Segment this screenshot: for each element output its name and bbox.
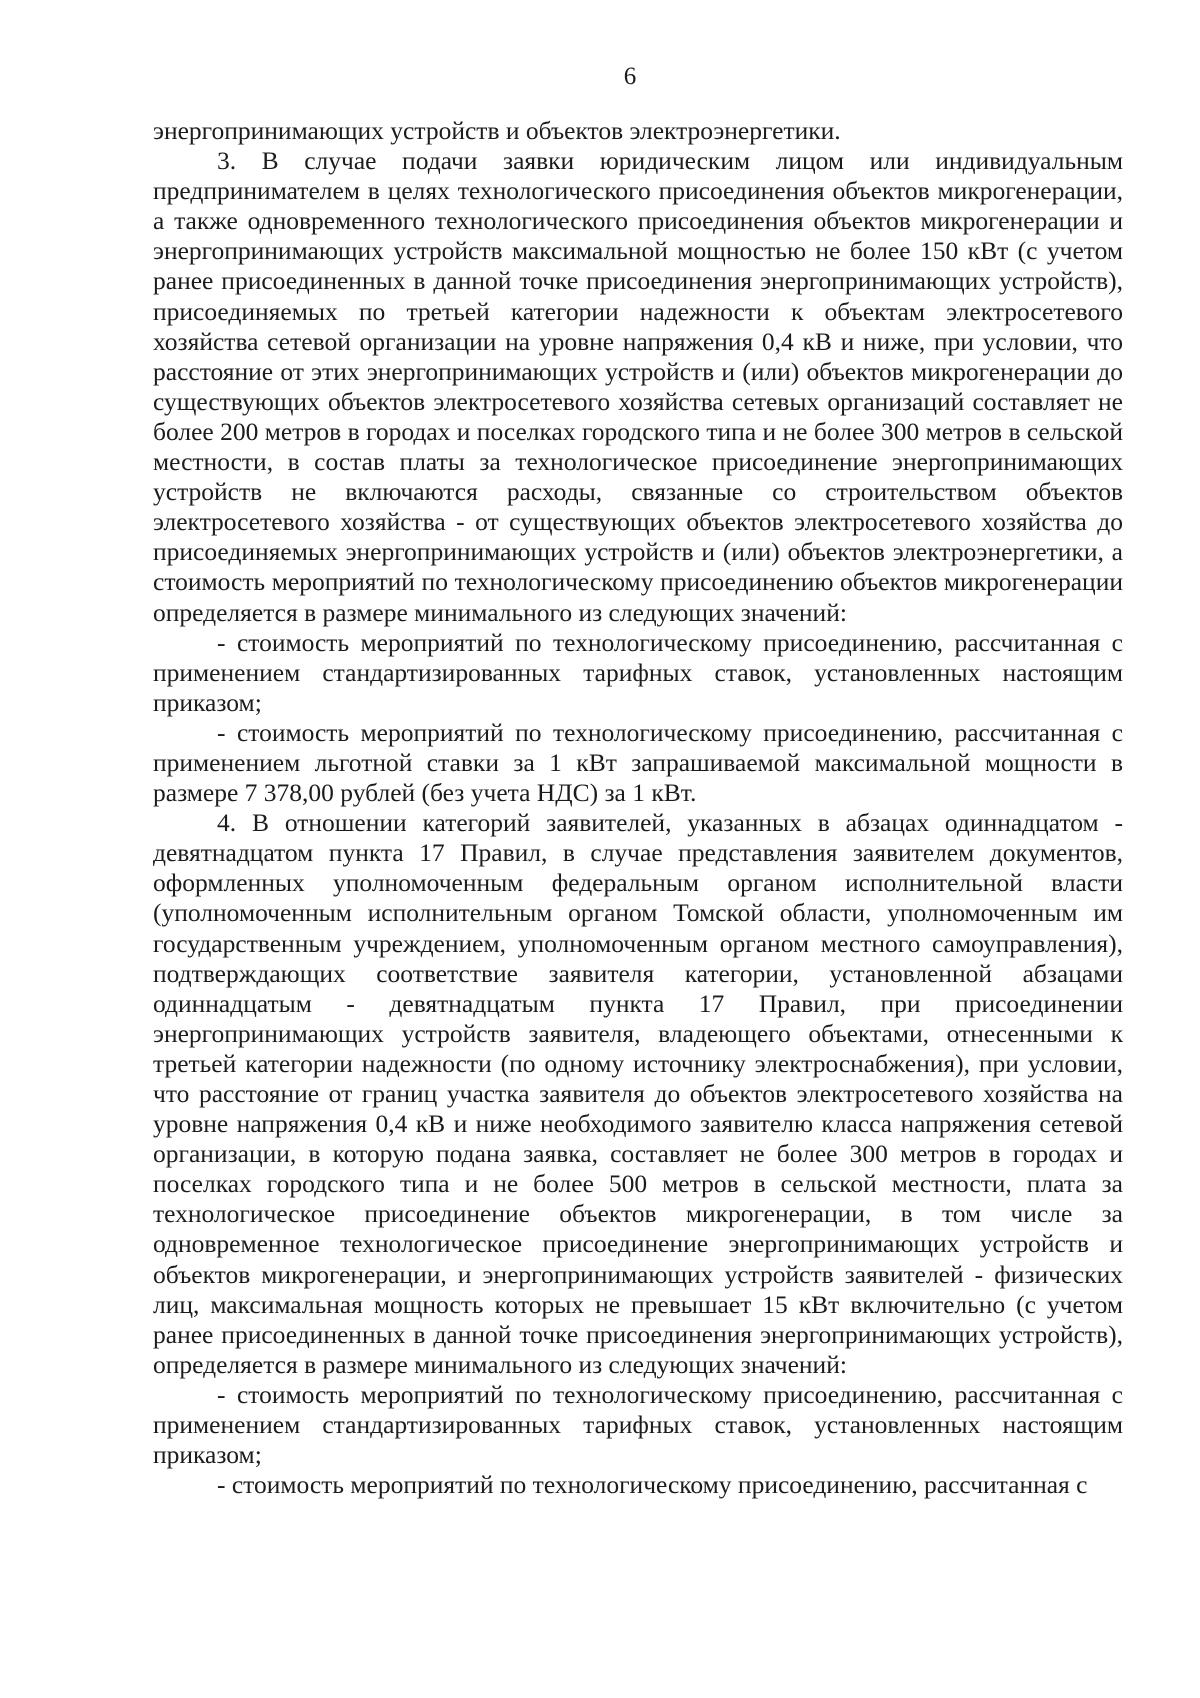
- paragraph-option-standard-rates: - стоимость мероприятий по технологическому присоединению, рассчитанная с применением стандартизированных тарифных ставок, установленных настоящим приказом;: [153, 627, 1123, 717]
- page-number: 6: [623, 63, 637, 90]
- paragraph-option-preferential-rate: - стоимость мероприятий по технологическому присоединению, рассчитанная с применением льготной ставки за 1 кВт запрашиваемой максимальной мощности в размере 7 378,00 рублей (без учета НДС) за 1 кВт.: [153, 717, 1123, 808]
- document-body: [153, 116, 1123, 1500]
- paragraph-option-continued: - стоимость мероприятий по технологическому присоединению, рассчитанная с: [217, 1470, 1088, 1500]
- paragraph-item-3: 3. В случае подачи заявки юридическим лицом или индивидуальным предпринимателем в целях технологического присоединения объектов микрогенерации, а также одновременного технологического присоединения объектов микрогенерации и энергопринимающих устройств максимальной мощностью не более 150 кВт (с учетом ранее присоединенных в данной точке присоединения энергопринимающих устройств), присоединяемых по третьей категории надежности к объектам электросетевого хозяйства сетевой организации на уровне напряжения 0,4 кВ и ниже, при условии, что расстояние от этих энергопринимающих устройств и (или) объектов микрогенерации до существующих объектов электросетевого хозяйства сетевых организаций составляет не более 200 метров в городах и поселках городского типа и не более 300 метров в сельской местности, в состав платы за технологическое присоединение энергопринимающих устройств не включаются расходы, связанные со строительством объектов электросетевого хозяйства - от существующих объектов электросетевого хозяйства до присоединяемых энергопринимающих устройств и (или) объектов электроэнергетики, а стоимость мероприятий по технологическому присоединению объектов микрогенерации определяется в размере минимального из следующих значений:: [153, 146, 1123, 627]
- paragraph-item-4: 4. В отношении категорий заявителей, указанных в абзацах одиннадцатом - девятнадцатом пункта 17 Правил, в случае представления заявителем документов, оформленных уполномоченным федеральным органом исполнительной власти (уполномоченным исполнительным органом Томской области, уполномоченным им государственным учреждением, уполномоченным органом местного самоуправления), подтверждающих соответствие заявителя категории, установленной абзацами одиннадцатым - девятнадцатым пункта 17 Правил, при присоединении энергопринимающих устройств заявителя, владеющего объектами, отнесенными к третьей категории надежности (по одному источнику электроснабжения), при условии, что расстояние от границ участка заявителя до объектов электросетевого хозяйства на уровне напряжения 0,4 кВ и ниже необходимого заявителю класса напряжения сетевой организации, в которую подана заявка, составляет не более 300 метров в городах и поселках городского типа и не более 500 метров в сельской местности, плата за технологическое присоединение объектов микрогенерации, в том числе за одновременное технологическое присоединение энергопринимающих устройств и объектов микрогенерации, и энергопринимающих устройств заявителей - физических лиц, максимальная мощность которых не превышает 15 кВт включительно (с учетом ранее присоединенных в данной точке присоединения энергопринимающих устройств), определяется в размере минимального из следующих значений:: [153, 808, 1123, 1379]
- paragraph-option-standard-rates-2: - стоимость мероприятий по технологическому присоединению, рассчитанная с применением стандартизированных тарифных ставок, установленных настоящим приказом;: [153, 1379, 1123, 1470]
- paragraph-continuation: энергопринимающих устройств и объектов электроэнергетики.: [153, 116, 841, 145]
